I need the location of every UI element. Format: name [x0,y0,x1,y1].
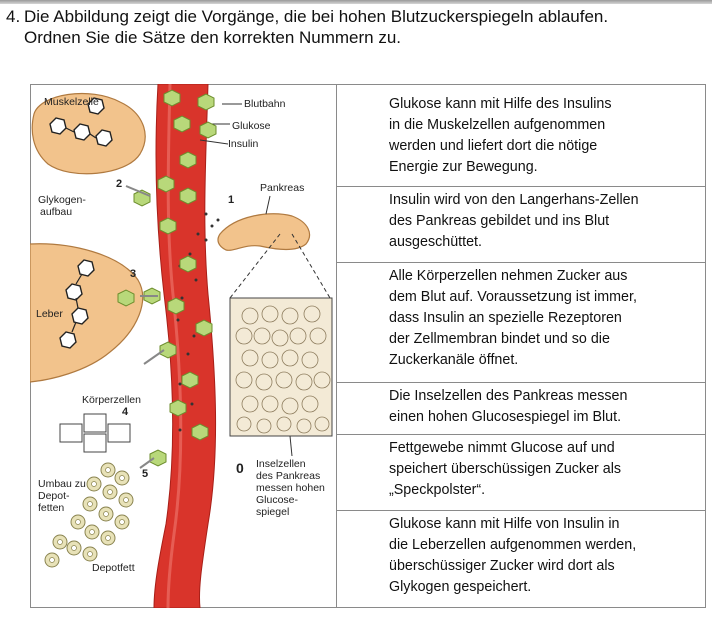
task-number: 4. [6,7,21,26]
islet-tissue-box [230,298,332,436]
label-inselzellen-5: spiegel [256,506,290,518]
row-divider [337,510,705,511]
label-insulin: Insulin [228,138,259,150]
label-umbau-1: Umbau zu [38,478,86,490]
statement-line: der Zellmembran bindet und so die [389,331,610,347]
statement-line: die Leberzellen aufgenommen werden, [389,537,637,553]
label-inselzellen-1: Inselzellen [256,458,306,470]
label-inselzellen-4: Glucose- [256,494,299,506]
body-cell-3 [108,424,130,442]
statement-line: in die Muskelzellen aufgenommen [389,117,606,133]
marker-1: 1 [228,194,235,206]
task-line-2: Ordnen Sie die Sätze den korrekten Nummern zu. [24,28,402,47]
body-cell-4 [84,434,106,452]
scan-top-edge [0,0,712,4]
statement-line: Insulin wird von den Langerhans-Zellen [389,192,639,208]
statement-5 [337,438,705,501]
marker-0: 0 [236,460,244,476]
label-umbau-2: Depot- [38,490,70,502]
statement-3 [337,266,705,371]
label-pankreas: Pankreas [260,182,305,194]
row-divider [337,382,705,383]
statement-line: des Pankreas gebildet und ins Blut [389,213,610,229]
statement-line: Energie zur Bewegung. [389,159,538,175]
statement-line: Glukose kann mit Hilfe des Insulins [389,96,612,112]
statement-line: ausgeschüttet. [389,234,482,250]
label-leber: Leber [36,308,63,320]
label-blutbahn: Blutbahn [244,98,286,110]
task-line-1: Die Abbildung zeigt die Vorgänge, die bei hohen Blutzuckerspiegeln ablaufen. [24,7,609,26]
statement-line: Glykogen gespeichert. [389,579,532,595]
statement-line: dass Insulin an spezielle Rezeptoren [389,310,622,326]
label-glykogen-1: Glykogen- [38,194,86,206]
statement-line: dem Blut auf. Voraussetzung ist immer, [389,289,637,305]
marker-2: 2 [116,178,123,190]
statement-2 [337,190,705,253]
statement-line: werden und liefert dort die nötige [389,138,598,154]
label-inselzellen-2: des Pankreas [256,470,321,482]
statement-6 [337,514,705,598]
label-inselzellen-3: messen hohen [256,482,325,494]
statement-line: einen hohen Glucosespiegel im Blut. [389,409,622,425]
statement-4 [337,386,705,428]
statement-line: speichert überschüssigen Zucker als [389,461,622,477]
body-cell-1 [60,424,82,442]
label-depotfett: Depotfett [92,562,135,574]
statement-line: Fettgewebe nimmt Glucose auf und [389,440,615,456]
marker-3: 3 [130,268,137,280]
pancreas-shape [218,214,310,251]
label-muskelzelle: Muskelzelle [44,96,99,108]
statement-1 [337,94,705,178]
label-umbau-3: fetten [38,502,65,514]
task-heading [6,6,706,48]
statement-line: Alle Körperzellen nehmen Zucker aus [389,268,628,284]
label-glykogen-2: aufbau [40,206,73,218]
body-cell-2 [84,414,106,432]
row-divider [337,186,705,187]
statement-line: Glukose kann mit Hilfe von Insulin in [389,516,620,532]
row-divider [337,262,705,263]
statement-line: Zuckerkanäle öffnet. [389,352,519,368]
statement-line: „Speckpolster“. [389,482,486,498]
statement-line: Die Inselzellen des Pankreas messen [389,388,628,404]
marker-4: 4 [122,406,129,418]
marker-5: 5 [142,468,149,480]
row-divider [337,434,705,435]
label-koerperzellen: Körperzellen [82,394,141,406]
blood-sugar-illustration [30,84,336,608]
illustration-graphic [30,84,336,608]
label-glukose: Glukose [232,120,271,132]
statement-line: überschüssiger Zucker wird dort als [389,558,615,574]
